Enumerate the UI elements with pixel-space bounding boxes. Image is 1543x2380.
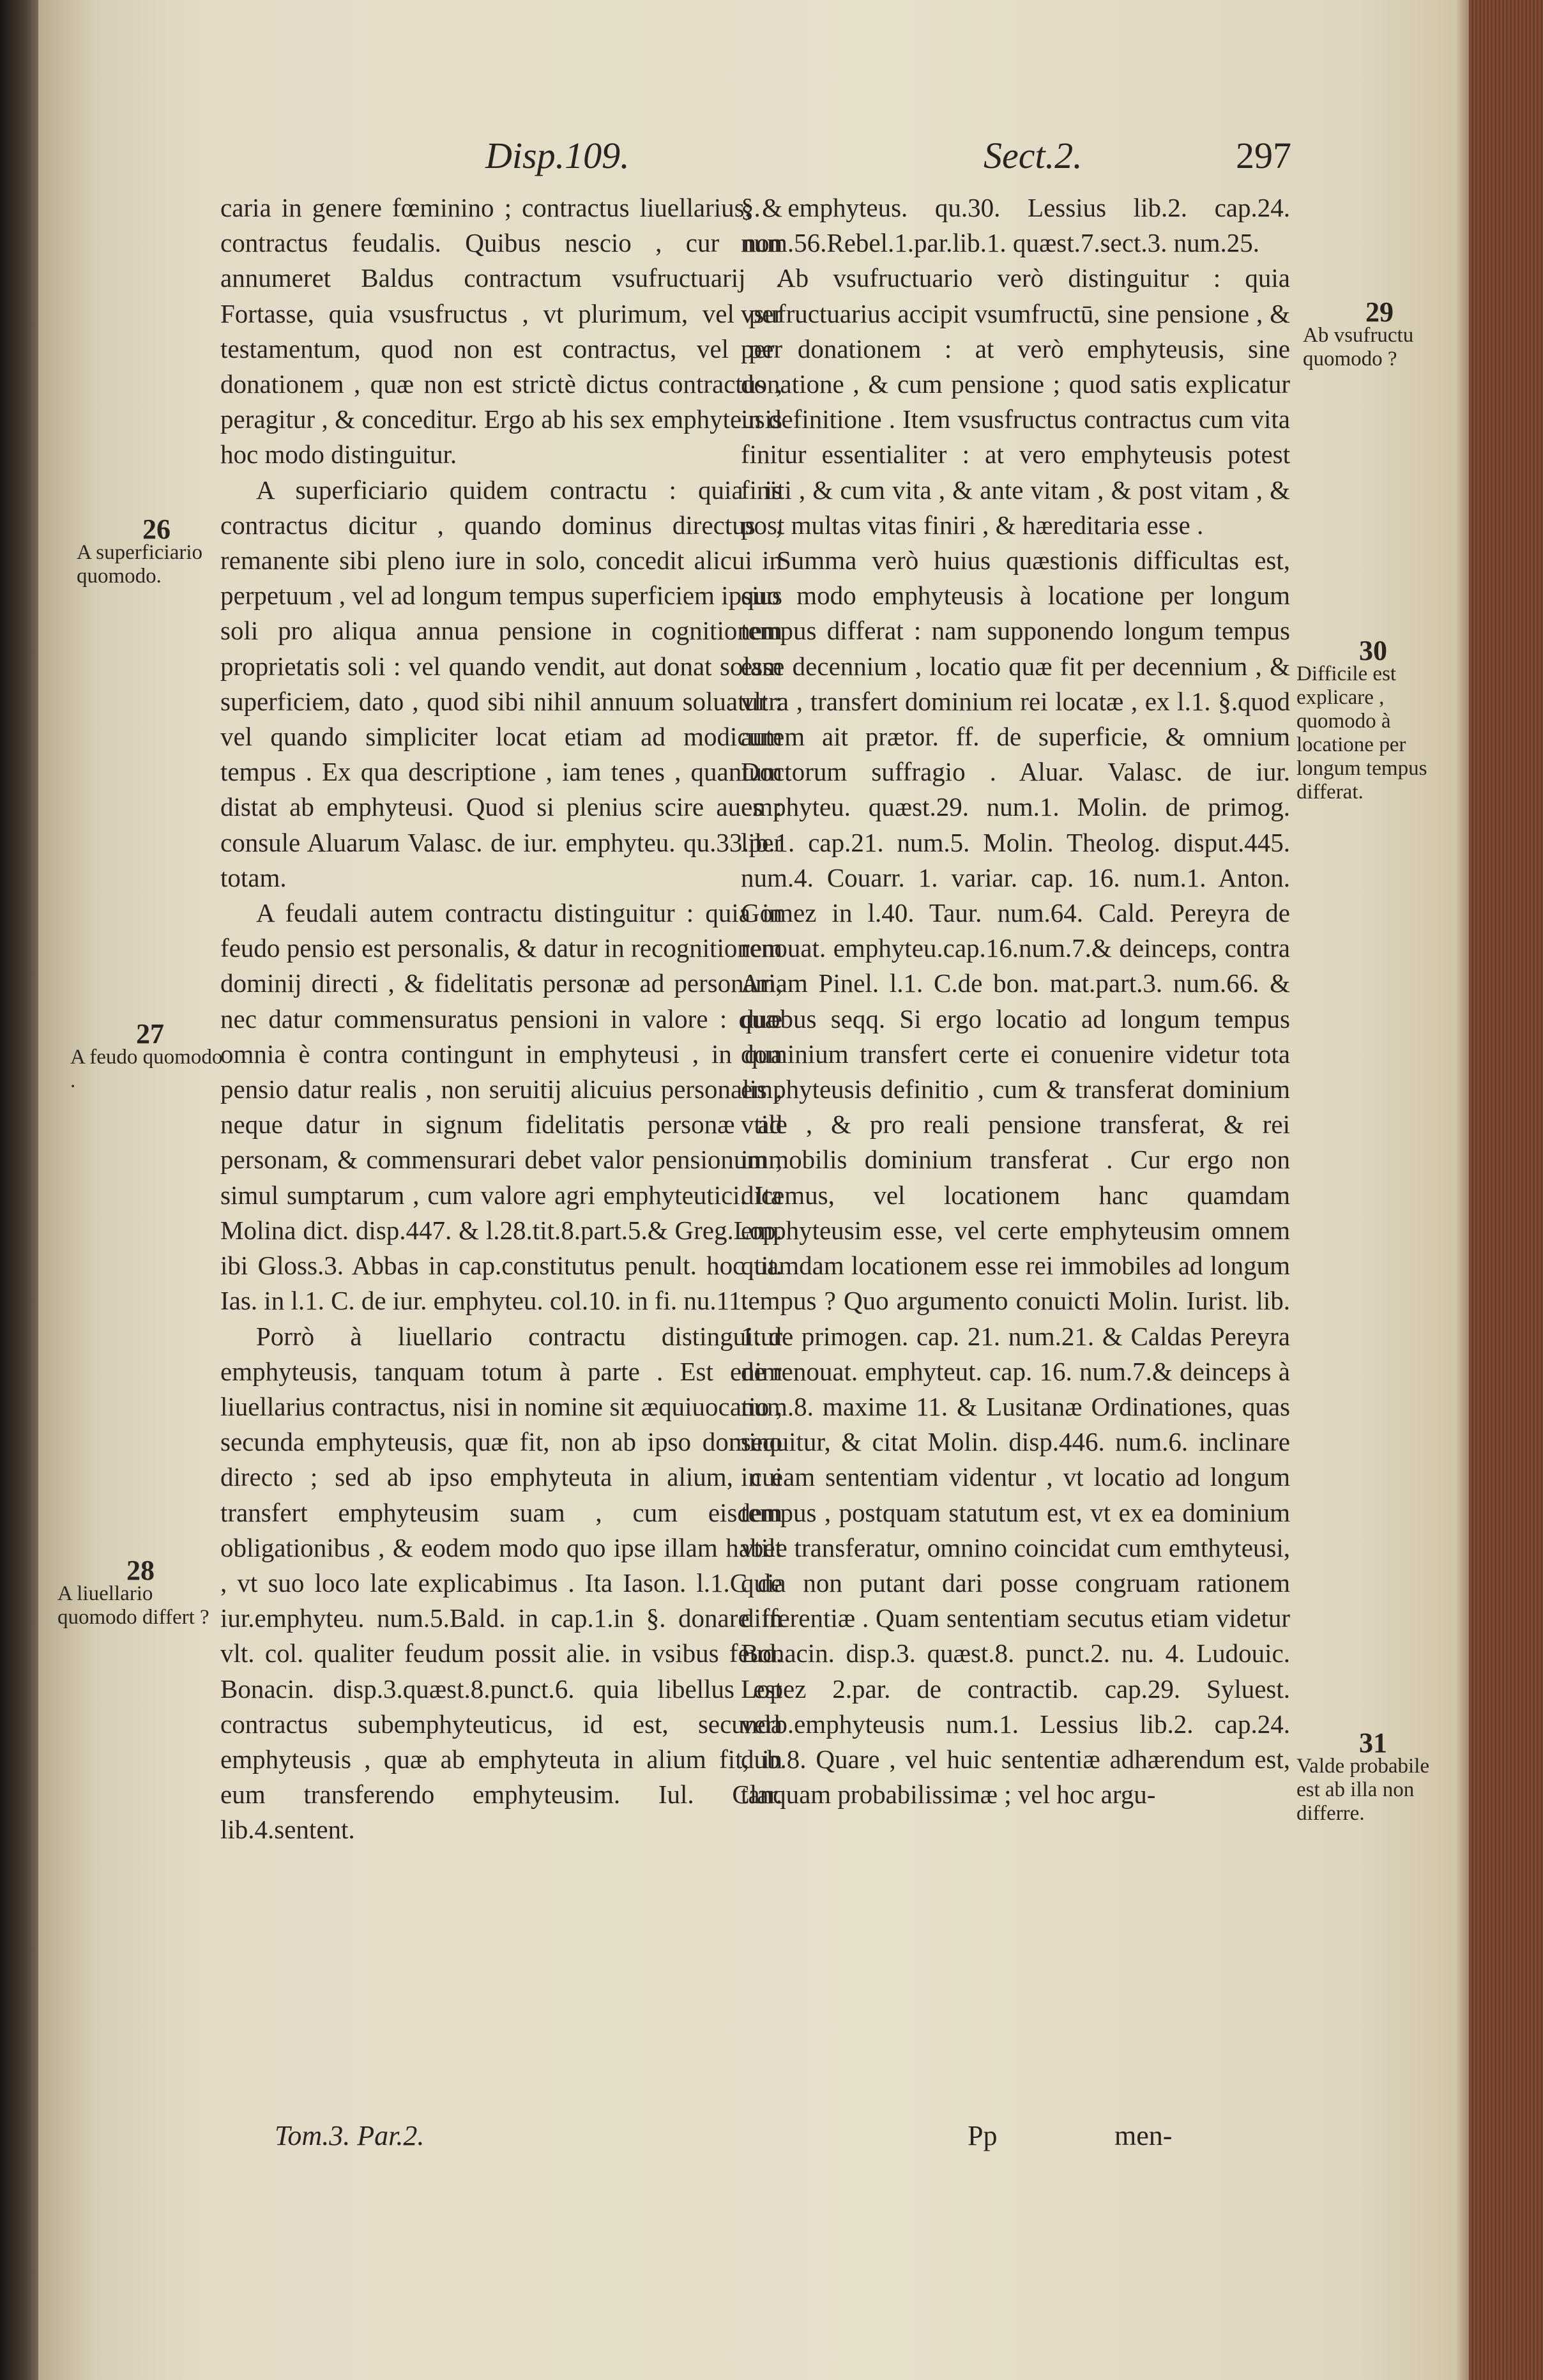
margin-note-text: A feudo quomodo . — [70, 1046, 223, 1092]
margin-note-text: Valde probabile est ab illa non differre. — [1296, 1755, 1430, 1825]
margin-note-text: Difficile est explicare , quomodo à locatione per longum tempus differat. — [1296, 662, 1427, 804]
left-column — [220, 190, 782, 1848]
margin-note-text: A superficiario quomodo. — [77, 541, 203, 588]
left-paragraph: A feudali autem contractu distinguitur : quia in feudo pensio est personalis, & datur in recognitionem dominij directi , & fidelitatis personæ ad personam, nec datur commensuratus pensioni in valore : quæ omnia è contra contingunt in emphyteusi , in qua pensio datur realis , non seruitij alicuius personalis , neque datur in signum fidelitatis personæ ad personam, & commensurari debet valor pensionum , simul sumptarum , cum valore agri emphyteutici. Ita Molina dict. disp.447. & l.28.tit.8.part.5.& Greg.Lop. ibi Gloss.3. Abbas in cap.constitutus penult. hoc tit. Ias. in l.1. C. de iur. emphyteu. col.10. in fi. nu.11. — [220, 898, 782, 1316]
margin-note-number: 30 — [1359, 635, 1387, 666]
margin-note-number: 29 — [1365, 296, 1394, 328]
margin-note-26 — [77, 514, 236, 588]
margin-note-31 — [1296, 1727, 1450, 1826]
left-paragraph: Porrò à liuellario contractu distinguitur emphyteusis, tanquam totum à parte . Est enim liuellarius contractus, nisi in nomine sit æquiuocatio , secunda emphyteusis, quæ fit, non ab ipso domino directo ; sed ab ipso emphyteuta in alium, cui transfert emphyteusim suam , cum eisdem obligationibus , & eodem modo quo ipse illam habet , vt suo loco late explicabimus . Ita Iason. l.1.C de iur.emphyteu. num.5.Bald. in cap.1.in §. donare in vlt. col. qualiter feudum possit alie. in vsibus feud. Bonacin. disp.3.quæst.8.punct.6. quia libellus est contractus subemphyteuticus, id est, secunda emphyteusis , quæ ab emphyteuta in alium fit, in eum transferendo emphyteusim. Iul. Clar. lib.4.sentent. — [220, 1321, 782, 1845]
running-head-center: Sect.2. — [984, 135, 1083, 176]
margin-note-number: 27 — [136, 1018, 164, 1049]
margin-note-29 — [1303, 296, 1456, 371]
right-paragraph: Summa verò huius quæstionis difficultas est, quo modo emphyteusis à locatione per longum tempus differat : nam supponendo longum tempus esse decennium , locatio quæ fit per decennium , & vltra , transfert dominium rei locatæ , ex l.1. §.quod autem ait prætor. ff. de superficie, & omnium Doctorum suffragio . Aluar. Valasc. de iur. emphyteu. quæst.29. num.1. Molin. de primog. lib.1. cap.21. num.5. Molin. Theolog. disput.445. num.4. Couarr. 1. variar. cap. 16. num.1. Anton. Gomez in l.40. Taur. num.64. Cald. Pereyra de renouat. emphyteu.cap.16.num.7.& deinceps, contra Ariam Pinel. l.1. C.de bon. mat.part.3. num.66. & duobus seqq. Si ergo locatio ad longum tempus dominium transfert certe ei conuenire videtur tota emphyteusis definitio , cum & transferat dominium vtile , & pro reali pensione transferat, & rei immobilis dominium transferat . Cur ergo non dicemus, vel locationem hanc quamdam emphyteusim esse, vel certe emphyteusim omnem quamdam locationem esse rei immobiles ad longum tempus ? Quo argumento conuicti Molin. Iurist. lib. 1. de primogen. cap. 21. num.21. & Caldas Pereyra de renouat. emphyteut. cap. 16. num.7.& deinceps à num.8. maxime 11. & Lusitanæ Ordinationes, quas sequitur, & citat Molin. disp.446. num.6. inclinare in eam sententiam videntur , vt locatio ad longum tempus , postquam statutum est, vt ex ea dominium vtile transferatur, omnino coincidat cum emthyteusi, quia non putant dari posse congruam rationem differentiæ . Quam sententiam secutus etiam videtur Bonacin. disp.3. quæst.8. punct.2. nu. 4. Ludouic. Lopez 2.par. de contractib. cap.29. Syluest. verb.emphyteusis num.1. Lessius lib.2. cap.24. dub.8. Quare , vel huic sententiæ adhærendum est, tanquam probabilissimæ ; vel hoc argu- — [741, 545, 1290, 1810]
margin-note-number: 31 — [1359, 1727, 1387, 1758]
volume-footer: Tom.3. Par.2. — [275, 2120, 425, 2151]
margin-note-28 — [57, 1555, 224, 1629]
catchword: men- — [1114, 2120, 1173, 2151]
running-head-left: Disp.109. — [485, 135, 630, 176]
left-paragraph: caria in genere fœminino ; contractus liuellarius; & contractus feudalis. Quibus nescio , cur non annumeret Baldus contractum vsufructuarij . Fortasse, quia vsusfructus , vt plurimum, vel per testamentum, quod non est contractus, vel per donationem , quæ non est strictè dictus contractus , peragitur , & conceditur. Ergo ab his sex emphyteusis hoc modo distinguitur. — [220, 193, 782, 469]
margin-note-27 — [70, 1018, 230, 1093]
margin-note-30 — [1296, 635, 1450, 804]
left-paragraph: A superficiario quidem contractu : quia is contractus dicitur , quando dominus directus , remanente sibi pleno iure in solo, concedit alicui in perpetuum , vel ad longum tempus superficiem ipsius soli pro aliqua annua pensione in cognitionem proprietatis soli : vel quando vendit, aut donat solam superficiem, dato , quod sibi nihil annuum soluatur : vel quando simpliciter locat etiam ad modicum tempus . Ex qua descriptione , iam tenes , quantum distat ab emphyteusi. Quod si plenius scire aues : consule Aluarum Valasc. de iur. emphyteu. qu.33.per totam. — [220, 475, 782, 892]
margin-note-number: 28 — [126, 1555, 155, 1586]
margin-note-text: A liuellario quomodo differt ? — [57, 1582, 209, 1629]
right-column — [741, 190, 1290, 1812]
margin-note-number: 26 — [142, 514, 171, 545]
right-paragraph: §. emphyteus. qu.30. Lessius lib.2. cap.24. num.56.Rebel.1.par.lib.1. quæst.7.sect.3. num.25. — [741, 193, 1290, 258]
right-paragraph: Ab vsufructuario verò distinguitur : quia vsufructuarius accipit vsumfructū, sine pensione , & per donationem : at verò emphyteusis, sine donatione , & cum pensione ; quod satis explicatur in definitione . Item vsusfructus contractus cum vita finitur essentialiter : at vero emphyteusis potest finiti , & cum vita , & ante vitam , & post vitam , & post multas vitas finiri , & hæreditaria esse . — [741, 263, 1290, 540]
signature-mark: Pp — [968, 2120, 998, 2151]
page-stack-edge — [1469, 0, 1543, 2380]
page-number: 297 — [1236, 135, 1291, 176]
margin-note-text: Ab vsufructu quomodo ? — [1303, 324, 1414, 370]
